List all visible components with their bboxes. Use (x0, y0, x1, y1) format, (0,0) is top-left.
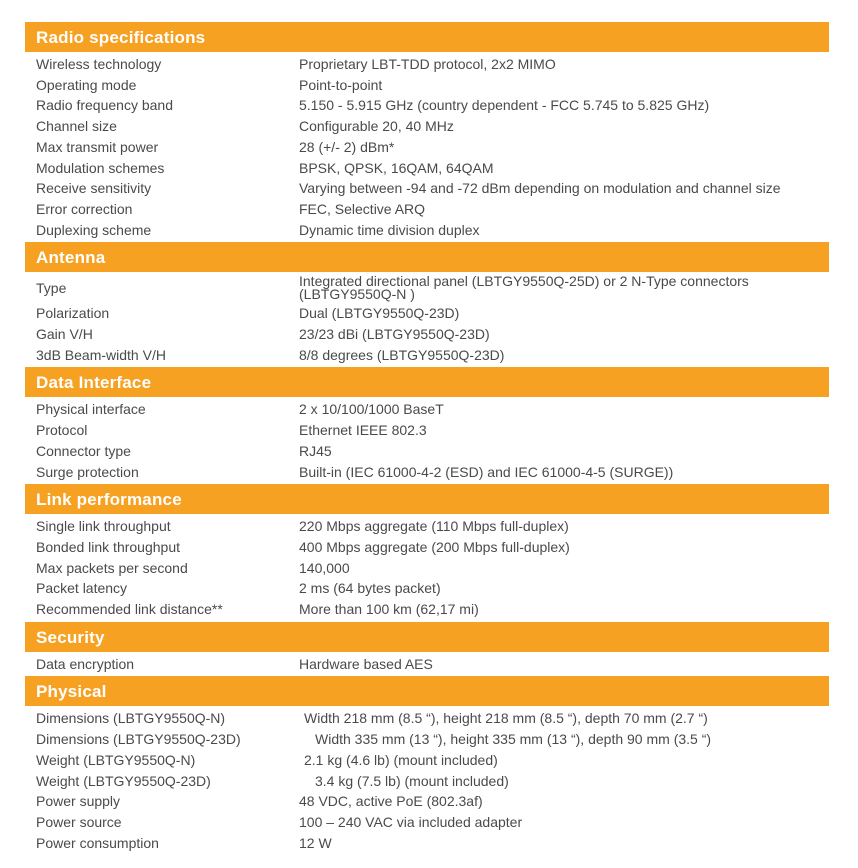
spec-row (25, 654, 829, 675)
spec-row (25, 116, 829, 137)
spec-value: 8/8 degrees (LBTGY9550Q-23D) (299, 346, 505, 363)
spec-row (25, 220, 829, 241)
spec-label: Gain V/H (36, 326, 93, 343)
spec-row (25, 399, 829, 420)
spec-table (25, 397, 829, 483)
spec-value: 12 W (299, 834, 332, 851)
spec-label: Error correction (36, 200, 133, 217)
spec-value: 100 – 240 VAC via included adapter (299, 813, 523, 830)
spec-value: BPSK, QPSK, 16QAM, 64QAM (299, 159, 494, 176)
section-title: Link performance (25, 484, 829, 514)
spec-table (25, 652, 829, 676)
spec-row (25, 345, 829, 366)
spec-row (25, 537, 829, 558)
section-physical (25, 676, 829, 854)
spec-label: Duplexing scheme (36, 221, 152, 238)
spec-row (25, 516, 829, 537)
spec-value: 140,000 (299, 559, 350, 576)
spec-label: Type (36, 280, 67, 297)
section-data-interface (25, 367, 829, 483)
spec-row (25, 441, 829, 462)
spec-value: 2.1 kg (4.6 lb) (mount included) (304, 751, 498, 768)
spec-value: Ethernet IEEE 802.3 (299, 422, 427, 439)
section-title: Security (25, 622, 829, 652)
spec-label: Receive sensitivity (36, 180, 152, 197)
spec-label: Protocol (36, 422, 88, 439)
spec-value: Integrated directional panel (LBTGY9550Q-25D) or 2 N-Type connectors (LBTGY9550Q-N ) (299, 273, 749, 303)
spec-row (25, 462, 829, 483)
spec-label: Bonded link throughput (36, 538, 180, 555)
spec-row (25, 178, 829, 199)
spec-row (25, 771, 829, 792)
spec-row (25, 324, 829, 345)
spec-value: 2 ms (64 bytes packet) (299, 580, 441, 597)
spec-row (25, 303, 829, 324)
spec-table (25, 52, 829, 241)
section-title: Radio specifications (25, 22, 829, 52)
section-antenna (25, 242, 829, 366)
section-security (25, 622, 829, 676)
spec-value: Point-to-point (299, 76, 383, 93)
spec-row (25, 812, 829, 833)
spec-label: Modulation schemes (36, 159, 165, 176)
spec-value: 5.150 - 5.915 GHz (country dependent - FCC 5.745 to 5.825 GHz) (299, 97, 710, 114)
spec-sheet (25, 22, 829, 854)
spec-value: Hardware based AES (299, 655, 433, 672)
section-link-performance (25, 484, 829, 621)
spec-row (25, 791, 829, 812)
spec-value: Width 218 mm (8.5 “), height 218 mm (8.5 “), depth 70 mm (2.7 “) (304, 710, 708, 727)
section-title: Antenna (25, 242, 829, 272)
spec-label: Channel size (36, 118, 117, 135)
spec-label: 3dB Beam-width V/H (36, 346, 166, 363)
spec-value: 220 Mbps aggregate (110 Mbps full-duplex) (299, 518, 569, 535)
spec-row (25, 558, 829, 579)
spec-value: More than 100 km (62,17 mi) (299, 601, 479, 618)
spec-label: Wireless technology (36, 56, 162, 72)
spec-value: 48 VDC, active PoE (802.3af) (299, 793, 483, 810)
spec-table (25, 514, 829, 621)
spec-label: Power consumption (36, 834, 159, 851)
spec-row (25, 199, 829, 220)
section-title: Physical (25, 676, 829, 706)
spec-label: Physical interface (36, 401, 146, 418)
spec-value: Width 335 mm (13 “), height 335 mm (13 “), depth 90 mm (3.5 “) (315, 731, 712, 748)
spec-label: Dimensions (LBTGY9550Q-23D) (36, 731, 241, 748)
spec-row (25, 729, 829, 750)
spec-value: 28 (+/- 2) dBm* (299, 138, 395, 155)
spec-label: Operating mode (36, 76, 137, 93)
spec-value: 3.4 kg (7.5 lb) (mount included) (315, 772, 509, 789)
spec-label: Max transmit power (36, 138, 159, 155)
spec-label: Weight (LBTGY9550Q-N) (36, 751, 196, 768)
spec-row (25, 708, 829, 729)
spec-label: Data encryption (36, 655, 135, 672)
spec-label: Radio frequency band (36, 97, 173, 114)
section-title: Data Interface (25, 367, 829, 397)
spec-row (25, 54, 829, 75)
spec-row (25, 95, 829, 116)
spec-label: Recommended link distance** (36, 601, 223, 618)
spec-label: Weight (LBTGY9550Q-23D) (36, 772, 211, 789)
spec-label: Polarization (36, 305, 110, 322)
spec-label: Power supply (36, 793, 121, 810)
section-radio (25, 22, 829, 241)
spec-row (25, 599, 829, 620)
spec-label: Max packets per second (36, 559, 188, 576)
spec-value: FEC, Selective ARQ (299, 200, 426, 217)
spec-label: Dimensions (LBTGY9550Q-N) (36, 710, 226, 727)
spec-row (25, 750, 829, 771)
spec-row (25, 833, 829, 854)
spec-value: 2 x 10/100/1000 BaseT (299, 401, 444, 418)
spec-value: Built-in (IEC 61000-4-2 (ESD) and IEC 61000-4-5 (SURGE)) (299, 463, 674, 480)
spec-value: 400 Mbps aggregate (200 Mbps full-duplex) (299, 538, 570, 555)
spec-value: Dual (LBTGY9550Q-23D) (299, 305, 460, 322)
spec-row (25, 578, 829, 599)
spec-table (25, 272, 829, 366)
spec-label: Surge protection (36, 463, 139, 480)
spec-value: RJ45 (299, 442, 332, 459)
spec-value: Proprietary LBT-TDD protocol, 2x2 MIMO (299, 56, 556, 72)
spec-label: Packet latency (36, 580, 128, 597)
spec-label: Single link throughput (36, 518, 171, 535)
spec-label: Connector type (36, 442, 131, 459)
spec-value: 23/23 dBi (LBTGY9550Q-23D) (299, 326, 490, 343)
spec-row (25, 75, 829, 96)
spec-value: Dynamic time division duplex (299, 221, 480, 238)
spec-value: Configurable 20, 40 MHz (299, 118, 454, 135)
spec-label: Power source (36, 813, 122, 830)
spec-value: Varying between -94 and -72 dBm depending on modulation and channel size (299, 180, 781, 197)
spec-row (25, 420, 829, 441)
spec-row (25, 274, 829, 303)
spec-table (25, 706, 829, 854)
spec-row (25, 158, 829, 179)
spec-row (25, 137, 829, 158)
